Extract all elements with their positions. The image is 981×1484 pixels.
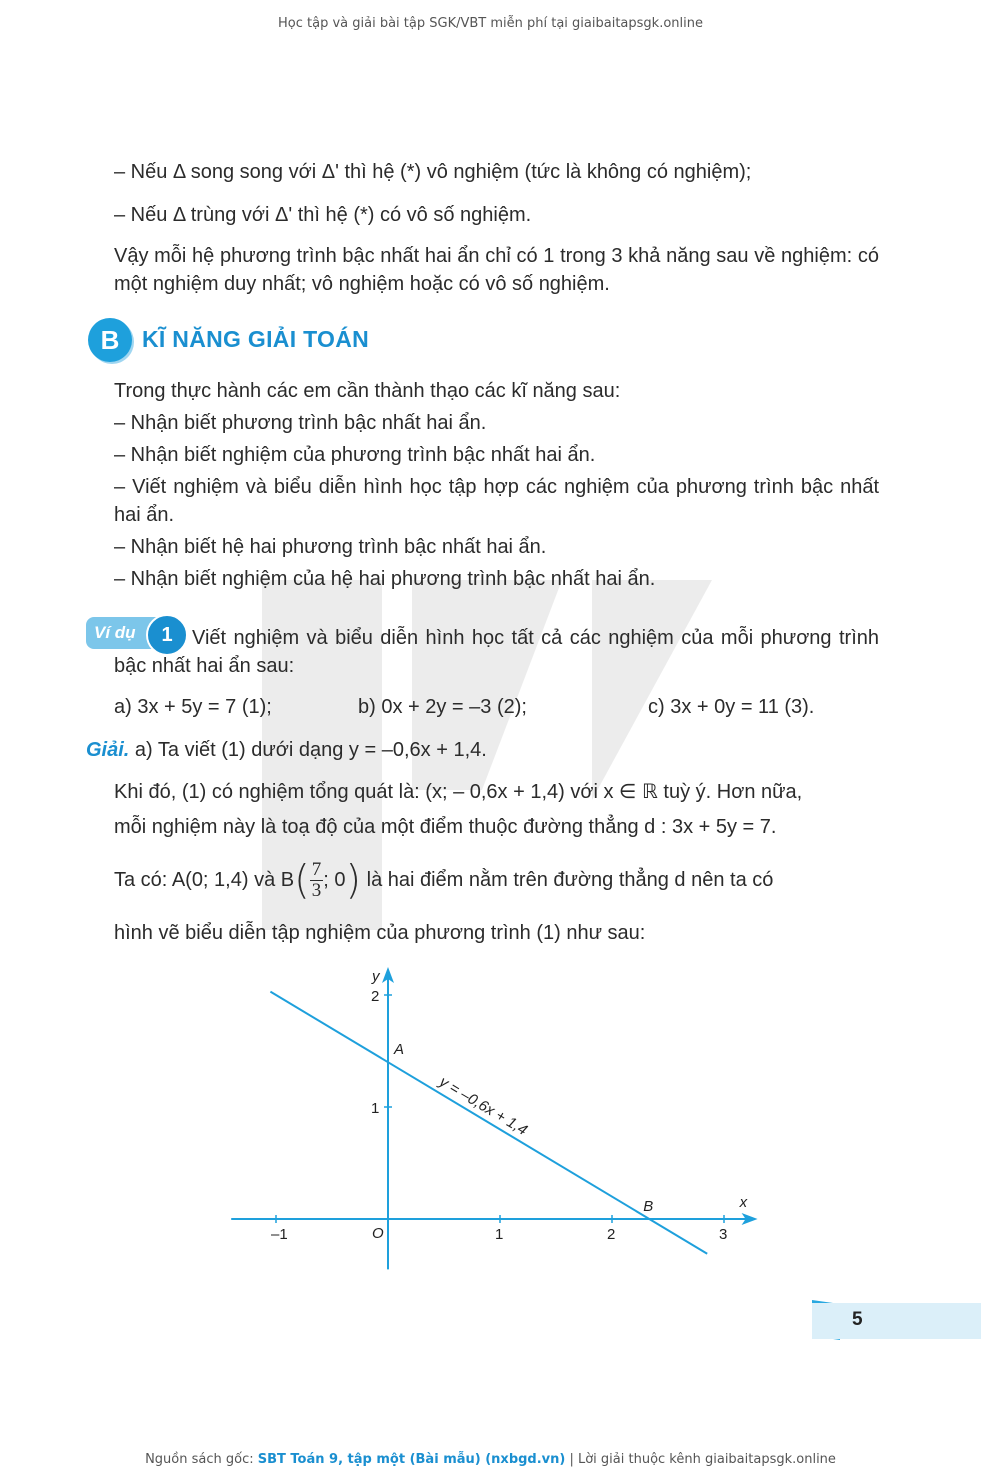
fraction-numerator: 7 — [311, 859, 322, 881]
skill-item: – Nhận biết hệ hai phương trình bậc nhất hai ẩn. — [114, 536, 547, 558]
section-b-title: KĨ NĂNG GIẢI TOÁN — [142, 326, 370, 352]
intro-line-1: – Nếu Δ song song với Δ' thì hệ (*) vô nghiệm (tức là không có nghiệm); — [114, 161, 752, 183]
solution-graph — [230, 950, 770, 1280]
example-number: 1 — [146, 614, 188, 656]
solution-line-3: mỗi nghiệm này là toạ độ của một điểm thuộc đường thẳng d : 3x + 5y = 7. — [114, 816, 777, 838]
solution-line-4-end: là hai điểm nằm trên đường thẳng d nên ta có — [366, 869, 774, 891]
solution-label: Giải. — [86, 739, 130, 761]
line-equation-label: y = –0,6x + 1,4 — [436, 1073, 531, 1139]
fraction-seven-thirds — [310, 860, 324, 901]
skill-item: – Nhận biết nghiệm của hệ hai phương trình bậc nhất hai ẩn. — [114, 568, 656, 590]
intro-line-2: – Nếu Δ trùng với Δ' thì hệ (*) có vô số nghiệm. — [114, 204, 532, 226]
skill-item: – Viết nghiệm và biểu diễn hình học tập hợp các nghiệm của phương trình bậc nhất hai ẩn. — [114, 476, 879, 526]
page-number-band — [812, 1303, 981, 1339]
example-prompt: Viết nghiệm và biểu diễn hình học tất cả các nghiệm của mỗi phương trình bậc nhất hai ẩn sau: — [114, 627, 879, 677]
point-label: A — [394, 1041, 405, 1059]
example-part-c: c) 3x + 0y = 11 (3). — [648, 696, 815, 718]
footer-source — [0, 1452, 981, 1467]
page-number: 5 — [852, 1309, 863, 1330]
point-b-y: ; 0 — [323, 869, 346, 891]
x-axis-label: x — [739, 1194, 748, 1211]
origin-label: O — [372, 1225, 384, 1242]
solution-line-4: Ta có: A(0; 1,4) và B( $\frac{7}{3}$ ; 0) là hai điểm nằm trên đường thẳng d nên ta có — [114, 857, 774, 904]
x-tick-label: –1 — [271, 1226, 288, 1243]
solution-line-1: a) Ta viết (1) dưới dạng y = –0,6x + 1,4. — [134, 739, 487, 761]
skill-item: – Nhận biết nghiệm của phương trình bậc nhất hai ẩn. — [114, 444, 596, 466]
solution-line-5: hình vẽ biểu diễn tập nghiệm của phương trình (1) như sau: — [114, 922, 646, 944]
y-axis-label: y — [372, 968, 380, 985]
example-part-b: b) 0x + 2y = –3 (2); — [358, 696, 527, 718]
section-b-badge: B — [88, 318, 132, 362]
y-tick-label: 2 — [371, 988, 380, 1005]
header-note: Học tập và giải bài tập SGK/VBT miễn phí tại giaibaitapsgk.online — [278, 16, 703, 31]
x-tick-label: 1 — [495, 1226, 504, 1243]
fraction-denominator: 3 — [311, 880, 322, 902]
point-label: B — [643, 1198, 654, 1215]
x-tick-label: 3 — [719, 1226, 728, 1243]
intro-conclusion: Vậy mỗi hệ phương trình bậc nhất hai ẩn chỉ có 1 trong 3 khả năng sau về nghiệm: có một nghiệm duy nhất; vô nghiệm hoặc có vô số nghiệm. — [114, 245, 879, 295]
y-tick-label: 1 — [371, 1100, 380, 1117]
x-tick-label: 2 — [607, 1226, 616, 1243]
example-tag: Ví dụ — [86, 617, 160, 649]
solution-line — [270, 992, 707, 1254]
footer-source-prefix: Nguồn sách gốc: — [145, 1452, 258, 1467]
footer-source-book: SBT Toán 9, tập một (Bài mẫu) (nxbgd.vn) — [257, 1452, 566, 1467]
skill-item: – Nhận biết phương trình bậc nhất hai ẩn. — [114, 412, 487, 434]
example-part-a: a) 3x + 5y = 7 (1); — [114, 696, 272, 718]
footer-source-suffix: | Lời giải thuộc kênh giaibaitapsgk.online — [565, 1452, 836, 1467]
solution-line-4-start: Ta có: A(0; 1,4) và B — [114, 869, 295, 891]
solution-line-2: Khi đó, (1) có nghiệm tổng quát là: (x; – 0,6x + 1,4) với x ∈ ℝ tuỳ ý. Hơn nữa, — [114, 781, 803, 803]
skills-lead: Trong thực hành các em cần thành thạo các kĩ năng sau: — [114, 380, 621, 402]
